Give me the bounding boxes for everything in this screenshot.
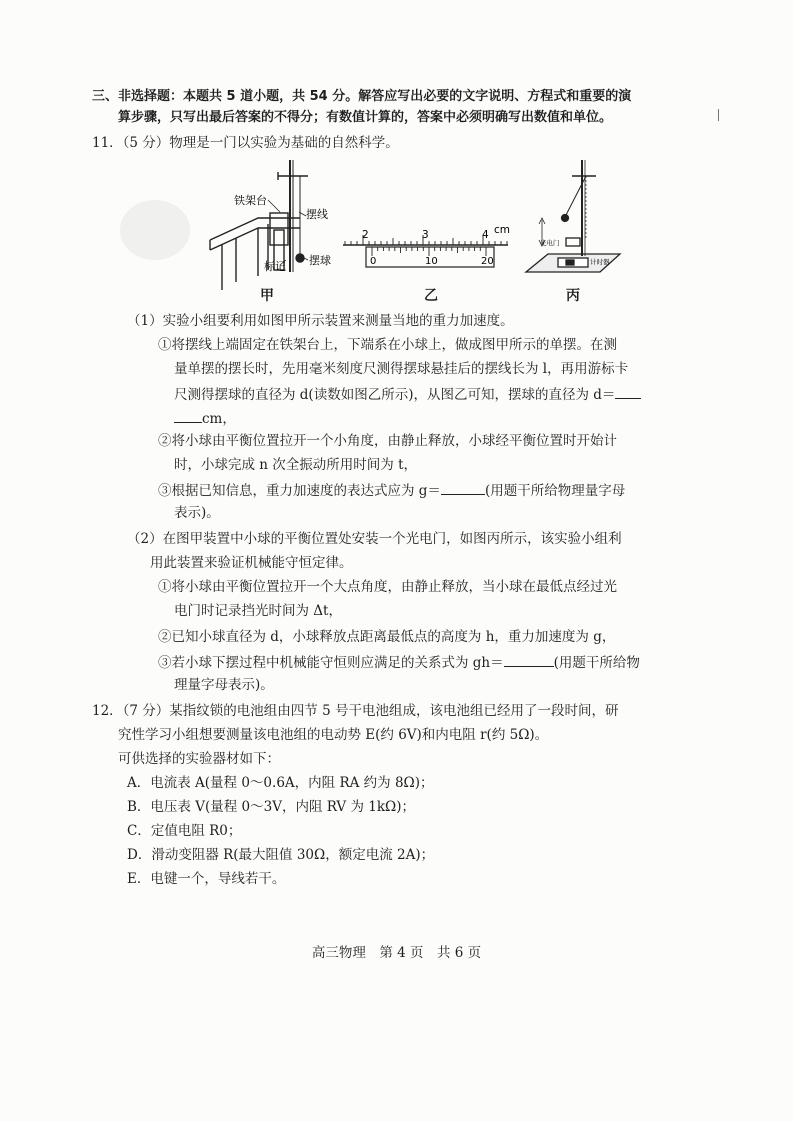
q11-part1-step3-text-b: (用题干所给物理量字母 [484,483,626,499]
main-scale-label-4: 4 [482,229,489,241]
q11-part2-intro-line1: （2）在图甲装置中小球的平衡位置处安装一个光电门，如图丙所示，该实验小组利 [127,531,622,547]
label-ball: 摆球 [309,254,331,267]
page-footer: 高三物理 第 4 页 共 6 页 [311,945,482,961]
q11-part1-step3-line2: 表示)。 [174,505,220,521]
label-stand: 铁架台 [234,194,267,207]
q11-part2-step3-line1 [158,652,640,672]
label-gate: 光电门 [540,239,560,247]
q11-part2-step1-line1: ①将小球由平衡位置拉开一个大点角度，由静止释放，当小球在最低点经过光 [158,579,617,595]
q12-line2: 究性学习小组想要测量该电池组的电动势 E(约 6V)和内电阻 r(约 5Ω)。 [118,727,549,743]
q11-part1-step2-line1: ②将小球由平衡位置拉开一个小角度，由静止释放，小球经平衡位置时开始计 [158,433,617,449]
section3-header-line2: 算步骤，只写出最后答案的不得分；有数值计算的，答案中必须明确写出数值和单位。 [118,110,613,125]
figure-jia-apparatus [210,160,308,290]
q12-item-c: C．定值电阻 R0； [127,823,242,839]
q11-part1-intro: （1）实验小组要利用如图甲所示装置来测量当地的重力加速度。 [127,313,514,329]
q12-item-a: A．电流表 A(量程 0～0.6A，内阻 RA 约为 8Ω)； [127,775,434,791]
q11-header: 11．（5 分）物理是一门以实验为基础的自然科学。 [92,135,399,151]
figure-jia-caption: 甲 [260,288,274,304]
q12-item-b: B．电压表 V(量程 0～3V，内阻 RV 为 1kΩ)； [127,799,415,815]
answer-blank-g[interactable] [441,480,485,495]
answer-blank-gh[interactable] [504,652,554,667]
q11-part1-step1-line3 [174,384,641,404]
q11-part1-step2-line2: 时，小球完成 n 次全振动所用时间为 t， [174,457,417,473]
main-scale-label-3: 3 [422,229,429,241]
q11-part2-step3-line2: 理量字母表示)。 [174,677,274,693]
q11-part2-intro-line2: 用此装置来验证机械能守恒定律。 [150,555,353,571]
q11-figures [0,0,793,310]
vernier-label-0: 0 [370,256,377,267]
vernier-label-10: 10 [425,256,438,267]
figure-bing-caption: 丙 [566,288,580,304]
q11-part1-step1-unit: cm， [202,411,236,427]
vernier-scale-ticks [372,247,486,256]
q11-part1-step1-line2: 量单摆的摆长时，先用毫米刻度尺测得摆球悬挂后的摆线长为 l，再用游标卡 [174,361,629,377]
answer-blank-d[interactable] [174,408,202,423]
q12-item-e: E．电键一个，导线若干。 [127,871,286,887]
q11-part1-step1-line1: ①将摆线上端固定在铁架台上，下端系在小球上，做成图甲所示的单摆。在测 [158,337,617,353]
label-timer: 计时器 [590,258,610,266]
q11-part1-step3-text-a: ③根据已知信息，重力加速度的表达式应为 g＝ [158,483,441,499]
q12-line1: 12．（7 分）某指纹锁的电池组由四节 5 号干电池组成，该电池组已经用了一段时间，研 [92,703,619,719]
main-scale-label-2: 2 [362,229,369,241]
q11-part2-step3-text-b: (用题干所给物 [553,655,640,671]
q11-part2-step2: ②已知小球直径为 d，小球释放点距离最低点的高度为 h，重力加速度为 g， [158,629,616,645]
label-mark: 标记 [264,260,286,273]
section3-header-line1: 三、非选择题：本题共 5 道小题，共 54 分。解答应写出必要的文字说明、方程式和重要的演 [92,89,632,104]
q11-part1-step3-line1 [158,480,625,500]
q12-line3: 可供选择的实验器材如下： [118,751,280,767]
vernier-label-20: 20 [481,256,494,267]
label-string: 摆线 [306,208,328,221]
q11-part2-step3-text-a: ③若小球下摆过程中机械能守恒则应满足的关系式为 gh＝ [158,655,504,671]
q11-part2-step1-line2: 电门时记录挡光时间为 Δt， [174,603,342,619]
figure-bing-apparatus [526,160,620,272]
main-scale-unit: cm [494,224,511,236]
q12-item-d: D．滑动变阻器 R(最大阻值 30Ω，额定电流 2A)； [127,847,435,863]
answer-blank-d-start[interactable] [615,384,641,399]
figure-yi-caption: 乙 [424,288,438,304]
q11-part1-step1-line4 [174,408,236,428]
q11-part1-step1-line3-text: 尺测得摆球的直径为 d(读数如图乙所示)，从图乙可知，摆球的直径为 d＝ [174,387,616,403]
